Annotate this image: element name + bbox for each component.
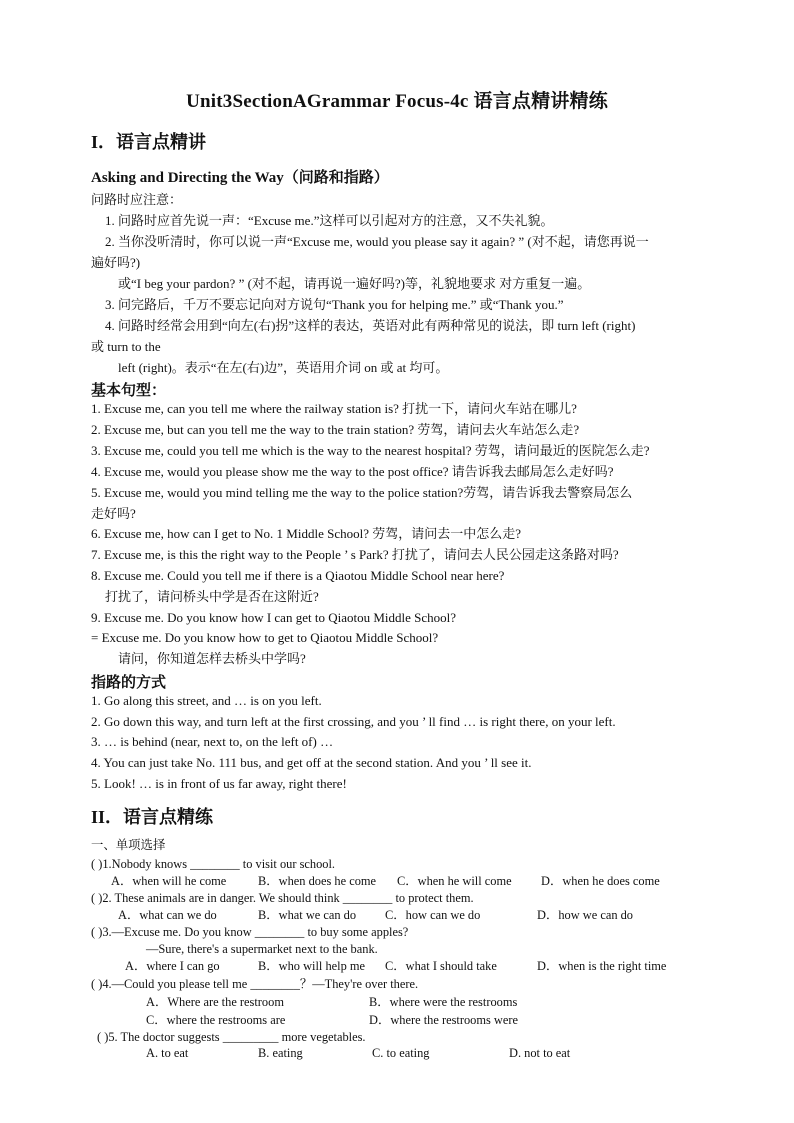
page-title: Unit3SectionAGrammar Focus-4c 语言点精讲精练 bbox=[186, 91, 608, 112]
option-d: D．when is the right time bbox=[537, 959, 667, 973]
option-a: A．what can we do bbox=[118, 908, 217, 922]
question-stem: ( )5. The doctor suggests _________ more vegetables. bbox=[97, 1030, 366, 1044]
option-b: B．when does he come bbox=[258, 874, 377, 888]
option-c: C．when he will come bbox=[397, 874, 512, 888]
option-d: D．when he does come bbox=[541, 874, 660, 888]
question-stem: ( )2. These animals are in danger. We should think ________ to protect them. bbox=[91, 891, 474, 905]
pattern-line: 2. Excuse me, but can you tell me the way to the train station? 劳驾，请问去火车站怎么走? bbox=[91, 422, 580, 437]
pattern-line: 7. Excuse me, is this the right way to the People ’ s Park? 打扰了，请问去人民公园走这条路对吗? bbox=[91, 547, 619, 562]
question-stem: ( )4.—Could you please tell me ________？—They're over there. bbox=[91, 977, 419, 991]
option-b: B．who will help me bbox=[258, 959, 366, 973]
directions-heading: 指路的方式 bbox=[91, 675, 167, 691]
question-response: —Sure, there's a supermarket next to the bank. bbox=[146, 942, 378, 956]
question-stem: ( )3.—Excuse me. Do you know ________ to buy some apples? bbox=[91, 925, 409, 939]
pattern-line: 5. Excuse me, would you mind telling me the way to the police station?劳驾，请告诉我去警察局怎么 bbox=[91, 485, 633, 500]
option-c: C. to eating bbox=[372, 1046, 430, 1060]
direction-line: 1. Go along this street, and … is on you left. bbox=[91, 693, 322, 708]
pattern-line: 走好吗? bbox=[91, 506, 136, 521]
note-line: 遍好吗?) bbox=[91, 255, 141, 270]
option-c: C．what I should take bbox=[385, 959, 497, 973]
option-b: B．what we can do bbox=[258, 908, 357, 922]
note-line: 或 turn to the bbox=[91, 339, 161, 354]
part-label: 一、单项选择 bbox=[91, 838, 166, 852]
option-d: D. not to eat bbox=[509, 1046, 571, 1060]
section-1-heading: I．语言点精讲 bbox=[91, 132, 207, 152]
option-b: B. eating bbox=[258, 1046, 303, 1060]
option-c: C．how can we do bbox=[385, 908, 481, 922]
topic-heading: Asking and Directing the Way（问路和指路） bbox=[91, 170, 389, 186]
note-line: 或“I beg your pardon? ” (对不起，请再说一遍好吗?)等，礼貌地要求 对方重复一遍。 bbox=[118, 276, 591, 291]
section-2-heading: II．语言点精练 bbox=[91, 807, 214, 827]
option-b: B．where were the restrooms bbox=[369, 995, 518, 1009]
direction-line: 2. Go down this way, and turn left at the first crossing, and you ’ ll find … is right there, on your left. bbox=[91, 714, 616, 729]
pattern-line: 8. Excuse me. Could you tell me if there is a Qiaotou Middle School near here? bbox=[91, 568, 505, 583]
option-a: A. to eat bbox=[146, 1046, 189, 1060]
note-line: 2. 当你没听清时，你可以说一声“Excuse me, would you please say it again? ” (对不起，请您再说一 bbox=[105, 234, 649, 249]
direction-line: 5. Look! … is in front of us far away, right there! bbox=[91, 776, 347, 791]
note-line: 1. 问路时应首先说一声：“Excuse me.”这样可以引起对方的注意，又不失礼貌。 bbox=[105, 213, 554, 228]
note-line: 3. 问完路后，千万不要忘记向对方说句“Thank you for helping me.” 或“Thank you.” bbox=[105, 297, 564, 312]
option-a: A．where I can go bbox=[125, 959, 220, 973]
notes-label: 问路时应注意： bbox=[91, 192, 183, 207]
pattern-line: 4. Excuse me, would you please show me the way to the post office? 请告诉我去邮局怎么走好吗? bbox=[91, 464, 614, 479]
note-line: left (right)。表示“在左(右)边”，英语用介词 on 或 at 均可。 bbox=[118, 360, 449, 375]
option-d: D．where the restrooms were bbox=[369, 1013, 518, 1027]
pattern-line: 1. Excuse me, can you tell me where the railway station is? 打扰一下，请问火车站在哪儿? bbox=[91, 401, 577, 416]
pattern-line: 请问，你知道怎样去桥头中学吗? bbox=[118, 651, 306, 666]
question-stem: ( )1.Nobody knows ________ to visit our school. bbox=[91, 857, 336, 871]
direction-line: 3. … is behind (near, next to, on the left of) … bbox=[91, 734, 334, 749]
pattern-line: 9. Excuse me. Do you know how I can get to Qiaotou Middle School? bbox=[91, 610, 457, 625]
note-line: 4. 问路时经常会用到“向左(右)拐”这样的表达，英语对此有两种常见的说法，即 turn left (right) bbox=[105, 318, 636, 333]
direction-line: 4. You can just take No. 111 bus, and get off at the second station. And you ’ ll see it. bbox=[91, 755, 532, 770]
patterns-heading: 基本句型： bbox=[91, 383, 167, 399]
pattern-line: 3. Excuse me, could you tell me which is the way to the nearest hospital? 劳驾，请问最近的医院怎么走? bbox=[91, 443, 650, 458]
option-a: A．when will he come bbox=[111, 874, 227, 888]
pattern-line: 打扰了，请问桥头中学是否在这附近? bbox=[105, 589, 319, 604]
option-a: A．Where are the restroom bbox=[146, 995, 284, 1009]
option-c: C．where the restrooms are bbox=[146, 1013, 286, 1027]
option-d: D．how we can do bbox=[537, 908, 634, 922]
pattern-line: 6. Excuse me, how can I get to No. 1 Middle School? 劳驾，请问去一中怎么走? bbox=[91, 526, 522, 541]
pattern-line: = Excuse me. Do you know how to get to Qiaotou Middle School? bbox=[91, 630, 439, 645]
